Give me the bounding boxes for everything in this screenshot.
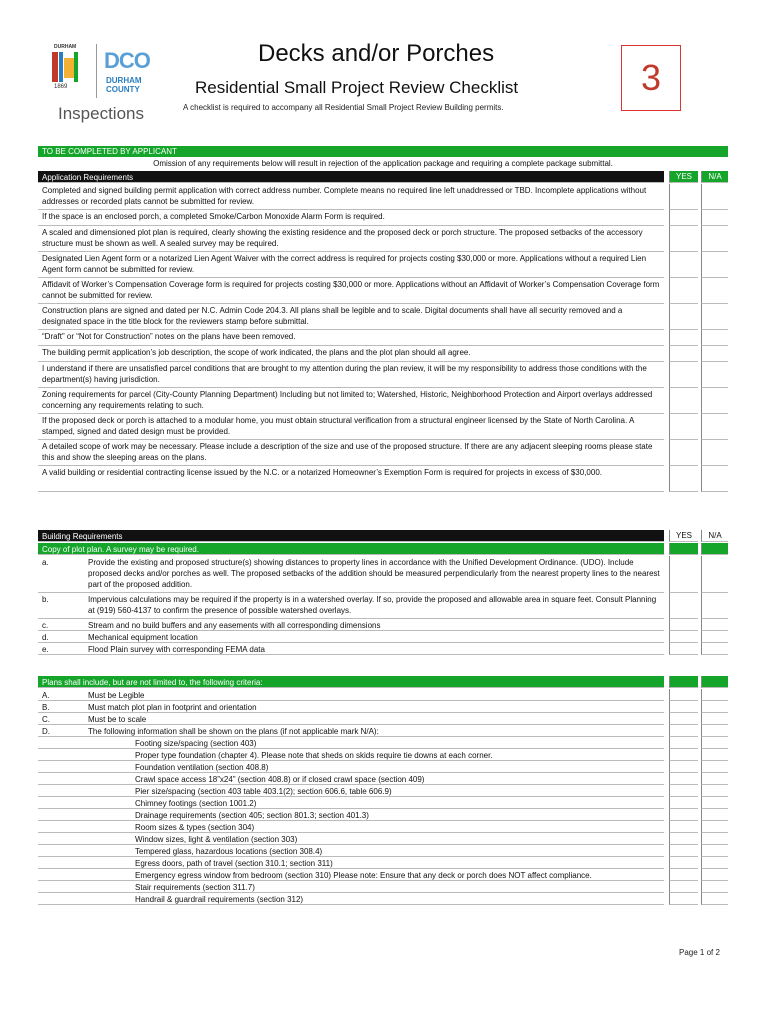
page-title: Decks and/or Porches xyxy=(258,40,495,67)
building-item-a-text: Provide the existing and proposed structure(s) showing distances to property lines in accordance with the Unified Development Ordinance. (UDO). Include proposed decks and/or porches as well. The proposed setbacks of the addition should be measured perpendicularly from the nearest property lines to the nearest part of the proposed addition. xyxy=(88,558,660,589)
building-item-c-label: c. xyxy=(42,621,49,630)
applicant-bar: TO BE COMPLETED BY APPLICANT xyxy=(38,146,728,157)
logo-divider xyxy=(96,44,97,98)
building-item-d-na-checkbox[interactable] xyxy=(701,631,728,643)
application-requirement-10-na-checkbox[interactable] xyxy=(701,388,728,414)
building-item-d-label: d. xyxy=(42,633,49,642)
plan-info-item-14-na-checkbox[interactable] xyxy=(701,893,728,905)
building-item-d-text: Mechanical equipment location xyxy=(88,633,198,642)
criteria-na-cell[interactable] xyxy=(701,676,728,688)
criteria-item-a-text: Must be Legible xyxy=(88,691,145,700)
application-requirement-11-text: If the proposed deck or porch is attached to a modular home, you must obtain structural verification from a structural engineer licensed by the State of North Carolina. A stamped, signed and dated design must be provided. xyxy=(42,416,634,436)
application-requirement-13-yes-checkbox[interactable] xyxy=(669,466,698,492)
plan-info-item-4-na-checkbox[interactable] xyxy=(701,773,728,785)
building-item-e-text: Flood Plain survey with corresponding FEMA data xyxy=(88,645,265,654)
plan-info-item-3-text: Foundation ventilation (section 408.8) xyxy=(135,763,269,772)
application-requirement-11-row xyxy=(38,414,728,440)
application-requirement-1-row xyxy=(38,184,728,210)
plan-info-item-9-text-cell xyxy=(38,833,664,845)
building-item-e-yes-checkbox[interactable] xyxy=(669,643,698,655)
plan-info-item-8-yes-checkbox[interactable] xyxy=(669,821,698,833)
plan-info-item-9-na-checkbox[interactable] xyxy=(701,833,728,845)
plan-info-item-11-text-cell xyxy=(38,857,664,869)
application-requirement-11-text-cell xyxy=(38,414,664,440)
application-requirement-3-na-checkbox[interactable] xyxy=(701,226,728,252)
plan-info-item-6-na-checkbox[interactable] xyxy=(701,797,728,809)
application-requirement-9-row xyxy=(38,362,728,388)
application-requirement-9-text-cell xyxy=(38,362,664,388)
plan-info-item-8-text-cell xyxy=(38,821,664,833)
plan-info-item-2-yes-checkbox[interactable] xyxy=(669,749,698,761)
yes-header: YES xyxy=(669,171,698,183)
application-requirement-13-row xyxy=(38,466,728,492)
application-header-label: Application Requirements xyxy=(38,171,664,183)
application-requirement-5-na-checkbox[interactable] xyxy=(701,278,728,304)
plan-info-item-1-text: Footing size/spacing (section 403) xyxy=(135,739,257,748)
application-requirement-5-text-cell xyxy=(38,278,664,304)
application-requirement-6-row xyxy=(38,304,728,330)
plan-info-item-4-text-cell xyxy=(38,773,664,785)
application-requirement-2-yes-checkbox[interactable] xyxy=(669,210,698,226)
application-requirement-4-yes-checkbox[interactable] xyxy=(669,252,698,278)
building-requirements-header xyxy=(38,530,728,542)
application-requirement-5-yes-checkbox[interactable] xyxy=(669,278,698,304)
criteria-item-d-text-cell xyxy=(38,725,664,737)
building-item-a-row xyxy=(38,556,728,593)
na-header: N/A xyxy=(701,171,728,183)
application-requirement-10-row xyxy=(38,388,728,414)
criteria-item-a-text-cell xyxy=(38,689,664,701)
criteria-item-d-na-checkbox[interactable] xyxy=(701,725,728,737)
building-item-c-na-checkbox[interactable] xyxy=(701,619,728,631)
building-item-e-text-cell xyxy=(38,643,664,655)
building-item-c-row xyxy=(38,619,728,631)
application-requirement-8-text: The building permit application’s job description, the scope of work indicated, the plans and the plot plan should all agree. xyxy=(42,348,471,357)
application-requirement-11-yes-checkbox[interactable] xyxy=(669,414,698,440)
plan-info-item-8-text: Room sizes & types (section 304) xyxy=(135,823,255,832)
application-requirement-8-row xyxy=(38,346,728,362)
plan-info-item-6-row xyxy=(38,797,728,809)
application-requirement-5-text: Affidavit of Worker’s Compensation Coverage form is required for projects costing $30,000 or more. Applications without an Affidavit of Worker’s Compensation Coverage form cannot be submitted for review. xyxy=(42,280,660,300)
application-requirement-12-row xyxy=(38,440,728,466)
building-item-b-text-cell xyxy=(38,593,664,619)
plan-info-item-3-row xyxy=(38,761,728,773)
building-item-d-yes-checkbox[interactable] xyxy=(669,631,698,643)
plan-info-item-5-text: Pier size/spacing (section 403 table 403.1(2); section 606.6, table 606.9) xyxy=(135,787,392,796)
plan-info-item-6-yes-checkbox[interactable] xyxy=(669,797,698,809)
plan-info-item-11-row xyxy=(38,857,728,869)
plan-info-item-11-yes-checkbox[interactable] xyxy=(669,857,698,869)
application-requirement-4-row xyxy=(38,252,728,278)
application-requirement-12-yes-checkbox[interactable] xyxy=(669,440,698,466)
building-item-b-label: b. xyxy=(42,595,49,604)
building-item-e-na-checkbox[interactable] xyxy=(701,643,728,655)
na-header-2: N/A xyxy=(701,530,728,542)
application-requirement-6-text: Construction plans are signed and dated per N.C. Admin Code 204.3. All plans shall be legible and to scale. Digital documents shall have all security removed and a designated space in the title block for the reviewers stamp before submittal. xyxy=(42,306,623,326)
application-requirement-1-yes-checkbox[interactable] xyxy=(669,184,698,210)
plan-info-item-7-yes-checkbox[interactable] xyxy=(669,809,698,821)
criteria-item-b-na-checkbox[interactable] xyxy=(701,701,728,713)
criteria-yes-cell[interactable] xyxy=(669,676,698,688)
plan-info-item-13-text: Stair requirements (section 311.7) xyxy=(135,883,255,892)
plan-info-item-4-text: Crawl space access 18”x24” (section 408.8) or if closed crawl space (section 409) xyxy=(135,775,425,784)
building-item-e-row xyxy=(38,643,728,655)
criteria-item-c-label: C. xyxy=(42,715,50,724)
building-header-label: Building Requirements xyxy=(38,530,664,542)
application-requirement-1-na-checkbox[interactable] xyxy=(701,184,728,210)
application-requirement-8-na-checkbox[interactable] xyxy=(701,346,728,362)
application-requirement-8-text-cell xyxy=(38,346,664,362)
criteria-item-a-label: A. xyxy=(42,691,50,700)
application-requirement-3-text-cell xyxy=(38,226,664,252)
building-item-a-label: a. xyxy=(42,558,49,567)
criteria-item-b-text-cell xyxy=(38,701,664,713)
building-item-b-yes-checkbox[interactable] xyxy=(669,593,698,619)
application-requirement-6-yes-checkbox[interactable] xyxy=(669,304,698,330)
application-requirement-3-yes-checkbox[interactable] xyxy=(669,226,698,252)
plot-plan-row xyxy=(38,543,728,555)
page-number: Page 1 of 2 xyxy=(679,948,720,957)
application-requirement-3-text: A scaled and dimensioned plot plan is required, clearly showing the existing residence and the proposed deck or porch structure. The proposed setbacks of the accessory structure must be shown as well. A sealed survey may be required. xyxy=(42,228,643,248)
plan-info-item-14-yes-checkbox[interactable] xyxy=(669,893,698,905)
plan-info-item-10-yes-checkbox[interactable] xyxy=(669,845,698,857)
plan-info-item-14-row xyxy=(38,893,728,905)
plan-info-item-7-na-checkbox[interactable] xyxy=(701,809,728,821)
plan-info-item-3-yes-checkbox[interactable] xyxy=(669,761,698,773)
building-item-a-na-checkbox[interactable] xyxy=(701,556,728,593)
plan-info-item-5-row xyxy=(38,785,728,797)
plan-info-item-4-yes-checkbox[interactable] xyxy=(669,773,698,785)
application-requirement-9-yes-checkbox[interactable] xyxy=(669,362,698,388)
application-requirement-3-row xyxy=(38,226,728,252)
plan-info-item-6-text-cell xyxy=(38,797,664,809)
plan-info-item-8-row xyxy=(38,821,728,833)
application-requirement-10-text-cell xyxy=(38,388,664,414)
plan-info-item-14-text-cell xyxy=(38,893,664,905)
criteria-row xyxy=(38,676,728,688)
application-requirement-4-text: Designated Lien Agent form or a notarized Lien Agent Waiver with the correct address is required for projects costing $30,000 or more. Applications without a required Lien Agent form cannot be submitted for review. xyxy=(42,254,647,274)
plan-info-item-5-na-checkbox[interactable] xyxy=(701,785,728,797)
criteria-item-a-yes-checkbox[interactable] xyxy=(669,689,698,701)
criteria-item-b-text: Must match plot plan in footprint and orientation xyxy=(88,703,257,712)
application-requirement-7-na-checkbox[interactable] xyxy=(701,330,728,346)
plan-info-item-3-text-cell xyxy=(38,761,664,773)
application-requirement-11-na-checkbox[interactable] xyxy=(701,414,728,440)
criteria-item-a-row xyxy=(38,689,728,701)
application-requirement-13-text: A valid building or residential contracting license issued by the N.C. or a notarized Homeowner’s Exemption Form is required for projects in excess of $30,000. xyxy=(42,468,602,477)
plot-plan-bar: Copy of plot plan. A survey may be required. xyxy=(38,543,664,555)
department-label: Inspections xyxy=(58,104,144,123)
plan-info-item-5-text-cell xyxy=(38,785,664,797)
application-requirement-1-text-cell xyxy=(38,184,664,210)
application-requirement-2-text: If the space is an enclosed porch, a completed Smoke/Carbon Monoxide Alarm Form is required. xyxy=(42,212,385,221)
plan-info-item-14-text: Handrail & guardrail requirements (section 312) xyxy=(135,895,304,904)
application-requirement-6-na-checkbox[interactable] xyxy=(701,304,728,330)
criteria-item-c-text: Must be to scale xyxy=(88,715,147,724)
application-requirement-4-text-cell xyxy=(38,252,664,278)
plan-info-item-9-yes-checkbox[interactable] xyxy=(669,833,698,845)
building-item-c-text-cell xyxy=(38,619,664,631)
criteria-item-c-row xyxy=(38,713,728,725)
plan-info-item-13-text-cell xyxy=(38,881,664,893)
criteria-item-b-yes-checkbox[interactable] xyxy=(669,701,698,713)
page-subtitle: Residential Small Project Review Checklist xyxy=(195,78,519,97)
application-requirements-header xyxy=(38,171,728,183)
application-requirement-9-na-checkbox[interactable] xyxy=(701,362,728,388)
plot-na-cell[interactable] xyxy=(701,543,728,555)
criteria-item-d-label: D. xyxy=(42,727,50,736)
plan-info-item-7-text-cell xyxy=(38,809,664,821)
building-item-e-label: e. xyxy=(42,645,49,654)
application-requirement-6-text-cell xyxy=(38,304,664,330)
application-requirement-9-text: I understand if there are unsatisfied parcel conditions that are brought to my attention during the plan review, it will be my responsibility to address those conditions with the department(s) having jurisdiction. xyxy=(42,364,647,384)
plan-info-item-12-row xyxy=(38,869,728,881)
application-requirement-12-text: A detailed scope of work may be necessary. Please include a description of the size and use of the proposed structure. If there are any adjacent sleeping rooms please state this and show the sleeping areas on the plans. xyxy=(42,442,653,462)
criteria-item-c-text-cell xyxy=(38,713,664,725)
building-item-b-na-checkbox[interactable] xyxy=(701,593,728,619)
application-requirement-5-row xyxy=(38,278,728,304)
plan-info-item-2-text: Proper type foundation (chapter 4). Please note that sheds on skids require tie downs at each corner. xyxy=(135,751,493,760)
criteria-item-a-na-checkbox[interactable] xyxy=(701,689,728,701)
plan-info-item-1-na-checkbox[interactable] xyxy=(701,737,728,749)
building-item-d-text-cell xyxy=(38,631,664,643)
plan-info-item-12-text: Emergency egress window from bedroom (section 310) Please note: Ensure that any deck or porch does NOT affect compliance. xyxy=(135,871,592,880)
plan-info-item-10-text: Tempered glass, hazardous locations (section 308.4) xyxy=(135,847,323,856)
plan-info-item-9-text: Window sizes, light & ventilation (section 303) xyxy=(135,835,298,844)
application-requirement-12-na-checkbox[interactable] xyxy=(701,440,728,466)
plan-info-item-10-row xyxy=(38,845,728,857)
building-item-b-text: Impervious calculations may be required if the property is in a watershed overlay. If so, provide the proposed and allowable area in square feet. Consult Planning at (919) 560-4137 to confirm the presence of possible watershed overlays. xyxy=(88,595,657,615)
plan-info-item-12-na-checkbox[interactable] xyxy=(701,869,728,881)
yes-header-2: YES xyxy=(669,530,698,542)
application-requirement-10-yes-checkbox[interactable] xyxy=(669,388,698,414)
building-item-b-row xyxy=(38,593,728,619)
plan-info-item-2-na-checkbox[interactable] xyxy=(701,749,728,761)
plan-info-item-11-text: Egress doors, path of travel (section 310.1; section 311) xyxy=(135,859,333,868)
application-requirement-1-text: Completed and signed building permit application with correct address number. Complete means no required line left unaddressed or TBD. Incomplete applications without addresses or recorded plats cannot be submitted for review. xyxy=(42,186,647,206)
application-requirement-7-text-cell xyxy=(38,330,664,346)
plan-info-item-6-text: Chimney footings (section 1001.2) xyxy=(135,799,257,808)
plan-info-item-1-text-cell xyxy=(38,737,664,749)
plan-info-item-12-yes-checkbox[interactable] xyxy=(669,869,698,881)
application-requirement-7-row xyxy=(38,330,728,346)
criteria-item-b-row xyxy=(38,701,728,713)
application-requirement-7-yes-checkbox[interactable] xyxy=(669,330,698,346)
plan-info-item-9-row xyxy=(38,833,728,845)
logo-city-text: DURHAM xyxy=(54,44,77,50)
plan-info-item-7-row xyxy=(38,809,728,821)
plan-info-item-3-na-checkbox[interactable] xyxy=(701,761,728,773)
application-requirement-13-na-checkbox[interactable] xyxy=(701,466,728,492)
header-note: A checklist is required to accompany all Residential Small Project Review Building permits. xyxy=(183,103,504,112)
application-requirement-7-text: “Draft” or “Not for Construction” notes on the plans have been removed. xyxy=(42,332,296,341)
plan-info-item-10-text-cell xyxy=(38,845,664,857)
logo-year: 1869 xyxy=(54,84,68,90)
plan-info-item-13-row xyxy=(38,881,728,893)
plan-info-item-13-na-checkbox[interactable] xyxy=(701,881,728,893)
criteria-item-c-yes-checkbox[interactable] xyxy=(669,713,698,725)
county-logo-text: DURHAM COUNTY xyxy=(106,76,142,94)
county-logo-initials: DCO xyxy=(104,48,150,73)
plan-info-item-8-na-checkbox[interactable] xyxy=(701,821,728,833)
criteria-bar: Plans shall include, but are not limited to, the following criteria: xyxy=(38,676,664,688)
building-item-d-row xyxy=(38,631,728,643)
plan-info-item-12-text-cell xyxy=(38,869,664,881)
plan-info-item-1-yes-checkbox[interactable] xyxy=(669,737,698,749)
application-requirement-4-na-checkbox[interactable] xyxy=(701,252,728,278)
plan-info-item-2-text-cell xyxy=(38,749,664,761)
building-item-a-yes-checkbox[interactable] xyxy=(669,556,698,593)
criteria-item-b-label: B. xyxy=(42,703,50,712)
plan-info-item-5-yes-checkbox[interactable] xyxy=(669,785,698,797)
omission-warning: Omission of any requirements below will result in rejection of the application package and requiring a complete package submittal. xyxy=(153,159,613,168)
plan-info-item-11-na-checkbox[interactable] xyxy=(701,857,728,869)
plan-info-item-2-row xyxy=(38,749,728,761)
building-item-c-yes-checkbox[interactable] xyxy=(669,619,698,631)
criteria-item-d-text: The following information shall be shown on the plans (if not applicable mark N/A): xyxy=(88,727,379,736)
application-requirement-12-text-cell xyxy=(38,440,664,466)
application-requirement-10-text: Zoning requirements for parcel (City-County Planning Department) Including but not limited to; Watershed, Historic, Neighborhood Protection and Airport overlays addressed concerning any requirements relating to such. xyxy=(42,390,653,410)
building-item-c-text: Stream and no build buffers and any easements with all corresponding dimensions xyxy=(88,621,381,630)
plan-info-item-4-row xyxy=(38,773,728,785)
criteria-item-c-na-checkbox[interactable] xyxy=(701,713,728,725)
application-requirement-13-text-cell xyxy=(38,466,664,492)
building-item-a-text-cell xyxy=(38,556,664,593)
application-requirement-2-row xyxy=(38,210,728,226)
plan-info-item-7-text: Drainage requirements (section 405; section 801.3; section 401.3) xyxy=(135,811,369,820)
plan-info-item-1-row xyxy=(38,737,728,749)
plot-yes-cell[interactable] xyxy=(669,543,698,555)
criteria-item-d-row xyxy=(38,725,728,737)
plan-info-item-13-yes-checkbox[interactable] xyxy=(669,881,698,893)
plan-info-item-10-na-checkbox[interactable] xyxy=(701,845,728,857)
criteria-item-d-yes-checkbox[interactable] xyxy=(669,725,698,737)
application-requirement-2-na-checkbox[interactable] xyxy=(701,210,728,226)
application-requirement-2-text-cell xyxy=(38,210,664,226)
checklist-number-badge: 3 xyxy=(621,45,681,111)
application-requirement-8-yes-checkbox[interactable] xyxy=(669,346,698,362)
